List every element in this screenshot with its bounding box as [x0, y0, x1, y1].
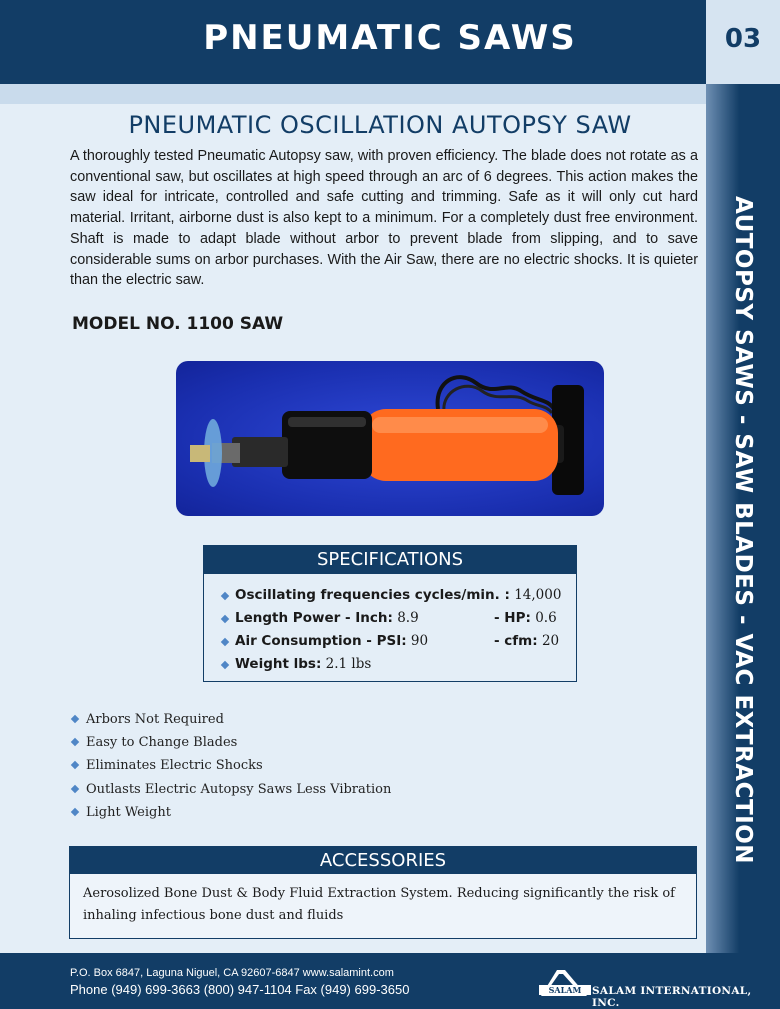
spec-item-air-consumption	[222, 630, 576, 653]
logo-text: SALAM	[548, 985, 582, 995]
header-strip	[0, 84, 706, 104]
diamond-bullet-icon	[71, 715, 79, 723]
spec-item-frequency	[222, 584, 576, 607]
spec-value-secondary: 0.6	[530, 610, 557, 626]
specifications-heading: SPECIFICATIONS	[204, 546, 576, 574]
spec-value-secondary: 20	[537, 633, 560, 649]
feature-text: Light Weight	[86, 804, 171, 820]
specifications-box	[203, 545, 577, 682]
footer-address: P.O. Box 6847, Laguna Niguel, CA 92607-6847 www.salamint.com	[70, 967, 394, 979]
diamond-bullet-icon	[221, 638, 229, 646]
spec-label-secondary: - HP:	[494, 610, 531, 626]
spec-value: 8.9	[392, 610, 419, 626]
feature-text: Easy to Change Blades	[86, 735, 238, 751]
footer-phone: Phone (949) 699-3663 (800) 947-1104 Fax (949) 699-3650	[70, 982, 410, 997]
diamond-bullet-icon	[221, 661, 229, 669]
accessories-text: Aerosolized Bone Dust & Body Fluid Extraction System. Reducing significantly the risk of inhaling infectious bone dust and fluids	[83, 886, 675, 923]
spec-label: Weight lbs:	[235, 656, 322, 672]
spec-label: Air Consumption - PSI:	[235, 633, 407, 649]
feature-text: Arbors Not Required	[86, 712, 224, 727]
saw-illustration	[176, 361, 604, 516]
spec-value: 14,000	[509, 587, 562, 603]
page-number: 03	[724, 24, 762, 54]
spec-value: 90	[406, 633, 429, 649]
spec-secondary	[494, 607, 557, 630]
list-item	[70, 801, 391, 824]
feature-text: Eliminates Electric Shocks	[86, 758, 263, 774]
diamond-bullet-icon	[71, 808, 79, 816]
salam-logo-icon	[537, 968, 593, 998]
product-photo	[176, 361, 604, 516]
diamond-bullet-icon	[71, 738, 79, 746]
spec-secondary	[494, 630, 559, 653]
list-item	[70, 731, 391, 754]
spec-label: Oscillating frequencies cycles/min. :	[235, 587, 510, 603]
spec-label-secondary: - cfm:	[494, 633, 538, 649]
page-title: PNEUMATIC SAWS	[203, 18, 577, 58]
model-number: MODEL NO. 1100 SAW	[72, 314, 284, 334]
product-title: PNEUMATIC OSCILLATION AUTOPSY SAW	[128, 111, 632, 139]
list-item	[70, 778, 391, 801]
list-item	[70, 708, 391, 731]
diamond-bullet-icon	[221, 615, 229, 623]
accessories-heading: ACCESSORIES	[70, 847, 696, 874]
diamond-bullet-icon	[71, 761, 79, 769]
feature-text: Outlasts Electric Autopsy Saws Less Vibration	[86, 781, 392, 797]
spec-item-weight	[222, 653, 576, 676]
side-banner-text: AUTOPSY SAWS - SAW BLADES - VAC EXTRACTION	[730, 195, 756, 865]
product-description: A thoroughly tested Pneumatic Autopsy saw, with proven efficiency. The blade does not rotate as a conventional saw, but oscillates at high speed through an arc of 6 degrees. This action makes the saw ideal for intricate, controlled and safe cutting and trimming. Safe as it will only cut hard material. Irritant, airborne dust is also kept to a minimum. For a completely dust free environment. Shaft is made to adapt blade without arbor to prevent blade from slipping, and to save considerable sums on arbor purchases. With the Air Saw, there are no electric shocks. It is quieter than the electric saw.	[70, 148, 698, 289]
accessories-box	[69, 846, 697, 939]
specifications-list	[204, 574, 576, 676]
diamond-bullet-icon	[71, 784, 79, 792]
list-item	[70, 754, 391, 777]
feature-list	[70, 708, 391, 824]
company-name: SALAM INTERNATIONAL, INC.	[592, 985, 752, 1009]
spec-label: Length Power - Inch:	[235, 610, 393, 626]
diamond-bullet-icon	[221, 592, 229, 600]
spec-item-length-power	[222, 607, 576, 630]
spec-value: 2.1 lbs	[321, 656, 372, 672]
